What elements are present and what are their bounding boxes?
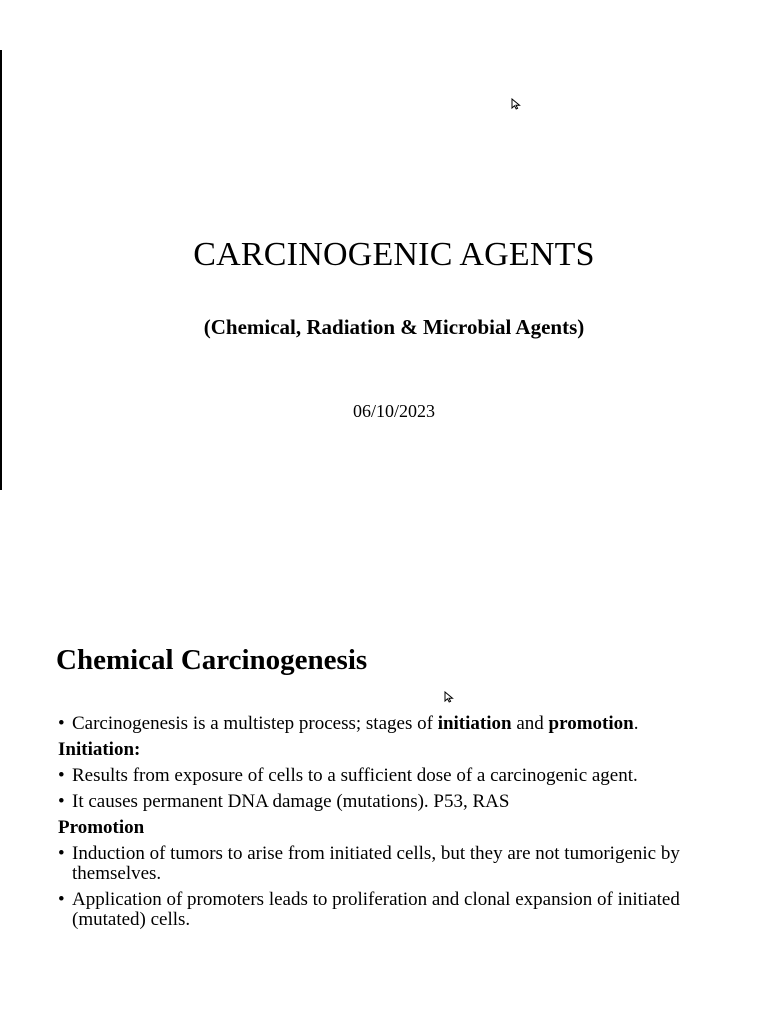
intro-text-a: Carcinogenesis is a multistep process; stages of [72, 713, 438, 734]
bullet-icon: • [58, 713, 65, 734]
promotion-bullet [56, 890, 736, 930]
initiation-bullet-text: Results from exposure of cells to a sufficient dose of a carcinogenic agent. [72, 765, 638, 786]
intro-bold-promotion: promotion [548, 713, 634, 734]
mouse-pointer-icon [511, 98, 521, 110]
intro-text-b: and [511, 713, 549, 734]
slide-body [56, 714, 736, 936]
intro-bullet [56, 714, 736, 734]
section-heading: Chemical Carcinogenesis [56, 644, 368, 676]
slide-subtitle: (Chemical, Radiation & Microbial Agents) [203, 315, 585, 339]
promotion-label: Promotion [58, 817, 145, 838]
slide-title: CARCINOGENIC AGENTS [193, 236, 595, 273]
bullet-icon: • [58, 843, 65, 864]
promotion-bullet-text: Induction of tumors to arise from initiated cells, but they are not tumorigenic by themselves. [72, 843, 680, 884]
initiation-label: Initiation: [58, 739, 141, 760]
slide-date: 06/10/2023 [352, 401, 435, 421]
intro-text-c: . [633, 713, 639, 734]
bullet-icon: • [58, 889, 65, 910]
promotion-bullet-text: Application of promoters leads to proliferation and clonal expansion of initiated (mutated) cells. [72, 889, 680, 930]
initiation-bullet [56, 792, 736, 812]
promotion-bullet [56, 844, 736, 884]
intro-bold-initiation: initiation [437, 713, 512, 734]
initiation-bullet [56, 766, 736, 786]
bullet-icon: • [58, 765, 65, 786]
mouse-pointer-icon [444, 691, 454, 703]
initiation-bullet-text: It causes permanent DNA damage (mutations). P53, RAS [72, 791, 510, 812]
bullet-icon: • [58, 791, 65, 812]
